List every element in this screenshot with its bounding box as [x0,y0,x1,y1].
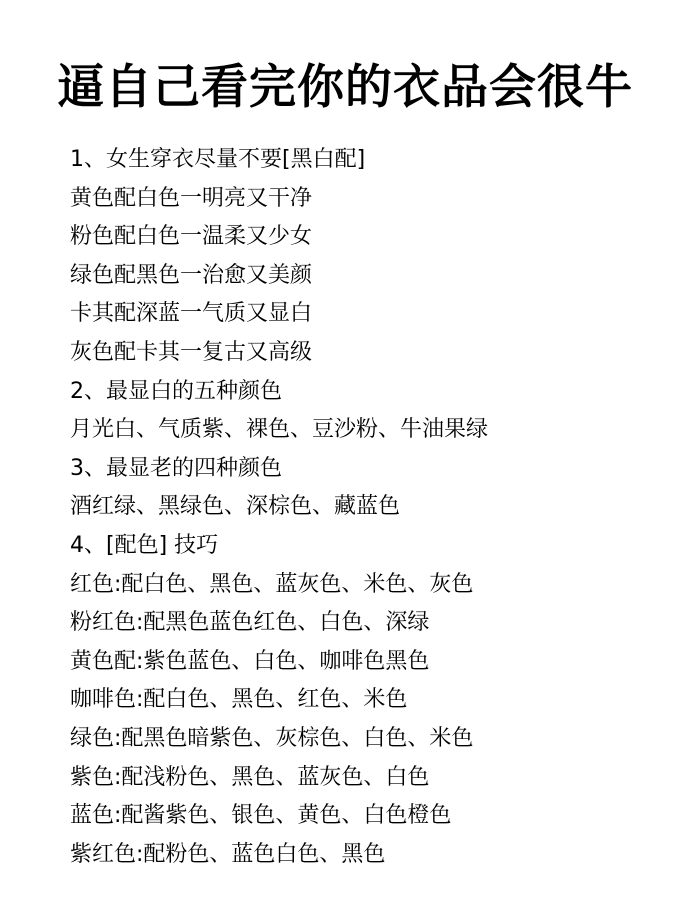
text-line-8: 月光白、气质紫、裸色、豆沙粉、牛油果绿 [70,417,489,443]
text-line-14: 黄色配:紫色蓝色、白色、咖啡色黑色 [70,648,430,674]
text-line-16: 绿色:配黑色暗紫色、灰棕色、白色、米色 [70,725,474,751]
text-line-2: 黄色配白色一明亮又干净 [70,185,313,211]
text-line-11: 4、[配色] 技巧 [70,532,219,558]
text-line-15: 咖啡色:配白色、黑色、红色、米色 [70,687,408,713]
text-line-7: 2、最显白的五种颜色 [70,378,282,404]
text-line-3: 粉色配白色一温柔又少女 [70,224,313,250]
page-title: 逼自己看完你的衣品会很牛 [57,60,633,115]
text-line-12: 红色:配白色、黑色、蓝灰色、米色、灰色 [70,571,474,597]
text-line-6: 灰色配卡其一复古又高级 [70,339,313,365]
text-line-9: 3、最显老的四种颜色 [70,455,282,481]
text-line-18: 蓝色:配酱紫色、银色、黄色、白色橙色 [70,803,452,829]
text-line-17: 紫色:配浅粉色、黑色、蓝灰色、白色 [70,764,430,790]
text-line-10: 酒红绿、黑绿色、深棕色、藏蓝色 [70,494,401,520]
text-line-5: 卡其配深蓝一气质又显白 [70,301,313,327]
text-line-19: 紫红色:配粉色、蓝色白色、黑色 [70,841,386,867]
text-line-13: 粉红色:配黑色蓝色红色、白色、深绿 [70,610,430,636]
content-lines [70,141,488,874]
text-line-4: 绿色配黑色一治愈又美颜 [70,262,313,288]
text-line-1: 1、女生穿衣尽量不要[黑白配] [70,147,366,172]
